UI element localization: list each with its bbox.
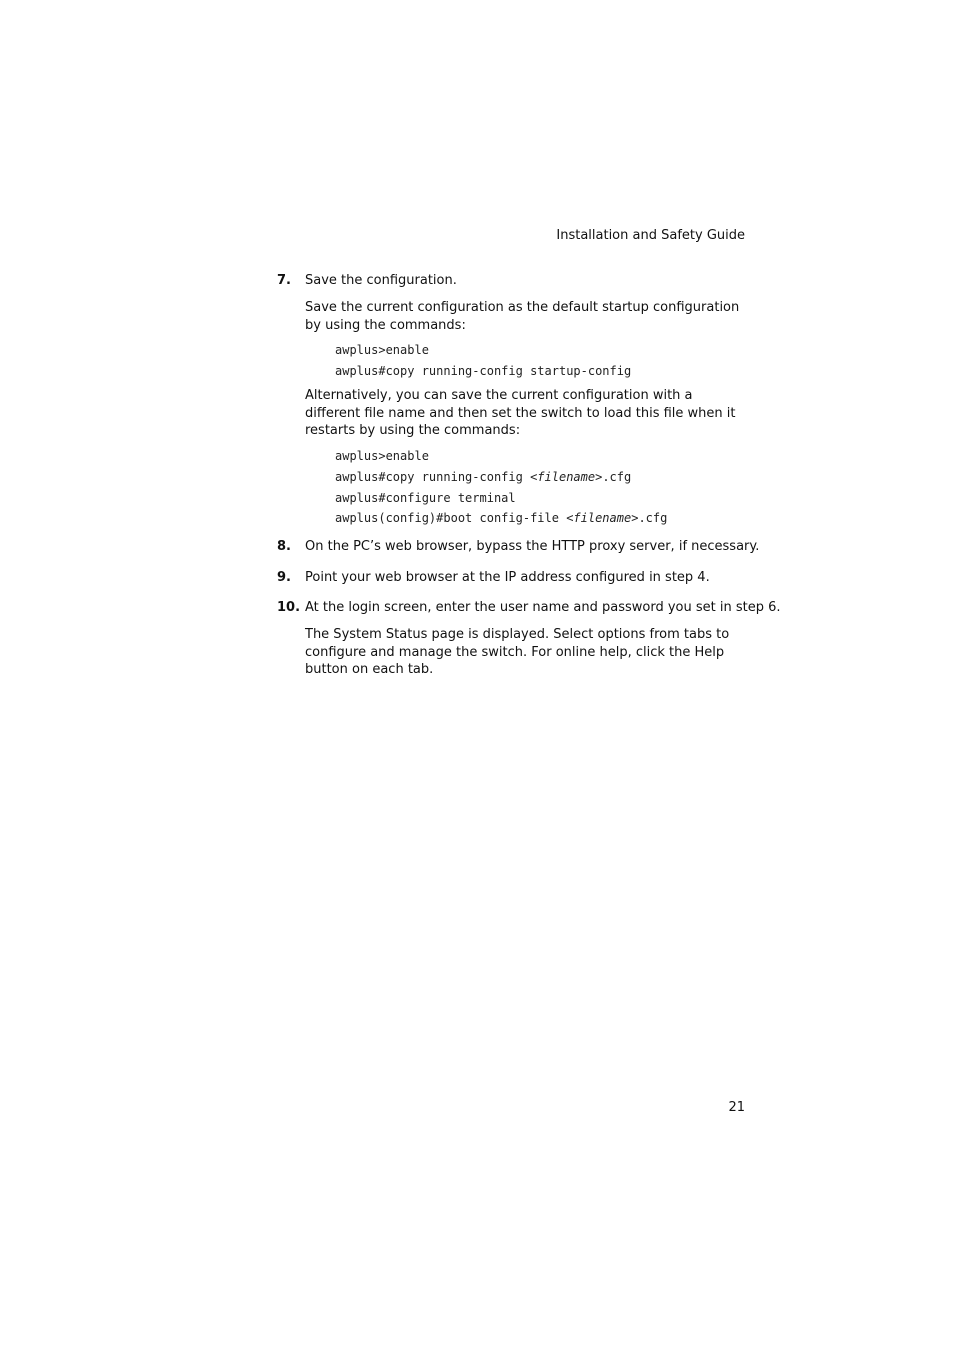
step-number: 9. bbox=[277, 570, 291, 585]
code-placeholder: <filename> bbox=[530, 470, 603, 484]
step-10-paragraph: The System Status page is displayed. Select options from tabs to configure and manage the switch. For online help, click the Help button on each tab. bbox=[305, 627, 730, 677]
code-line: awplus#copy running-config startup-config bbox=[335, 364, 632, 378]
step-number: 7. bbox=[277, 273, 291, 288]
running-header-title: Installation and Safety Guide bbox=[556, 228, 745, 243]
step-title: Save the configuration. bbox=[305, 273, 457, 288]
code-line: awplus>enable bbox=[335, 343, 429, 357]
step-title: At the login screen, enter the user name and password you set in step 6. bbox=[305, 600, 781, 615]
code-line: awplus#configure terminal bbox=[335, 491, 516, 505]
code-line: awplus>enable bbox=[335, 449, 429, 463]
code-placeholder: <filename> bbox=[566, 511, 639, 525]
step-number: 10. bbox=[277, 600, 301, 615]
step-title: On the PC’s web browser, bypass the HTTP proxy server, if necessary. bbox=[305, 539, 760, 554]
step-7-paragraph-2: Alternatively, you can save the current configuration with a different file name and then set the switch to load this file when it restarts by using the commands: bbox=[305, 388, 736, 438]
code-line: awplus(config)#boot config-file <filename>.cfg bbox=[335, 511, 668, 525]
step-number: 8. bbox=[277, 539, 291, 554]
page-number: 21 bbox=[728, 1100, 745, 1115]
code-line: awplus#copy running-config <filename>.cfg bbox=[335, 470, 632, 484]
step-7-paragraph-1: Save the current configuration as the default startup configuration by using the commands: bbox=[305, 300, 740, 333]
step-title: Point your web browser at the IP address configured in step 4. bbox=[305, 570, 710, 585]
